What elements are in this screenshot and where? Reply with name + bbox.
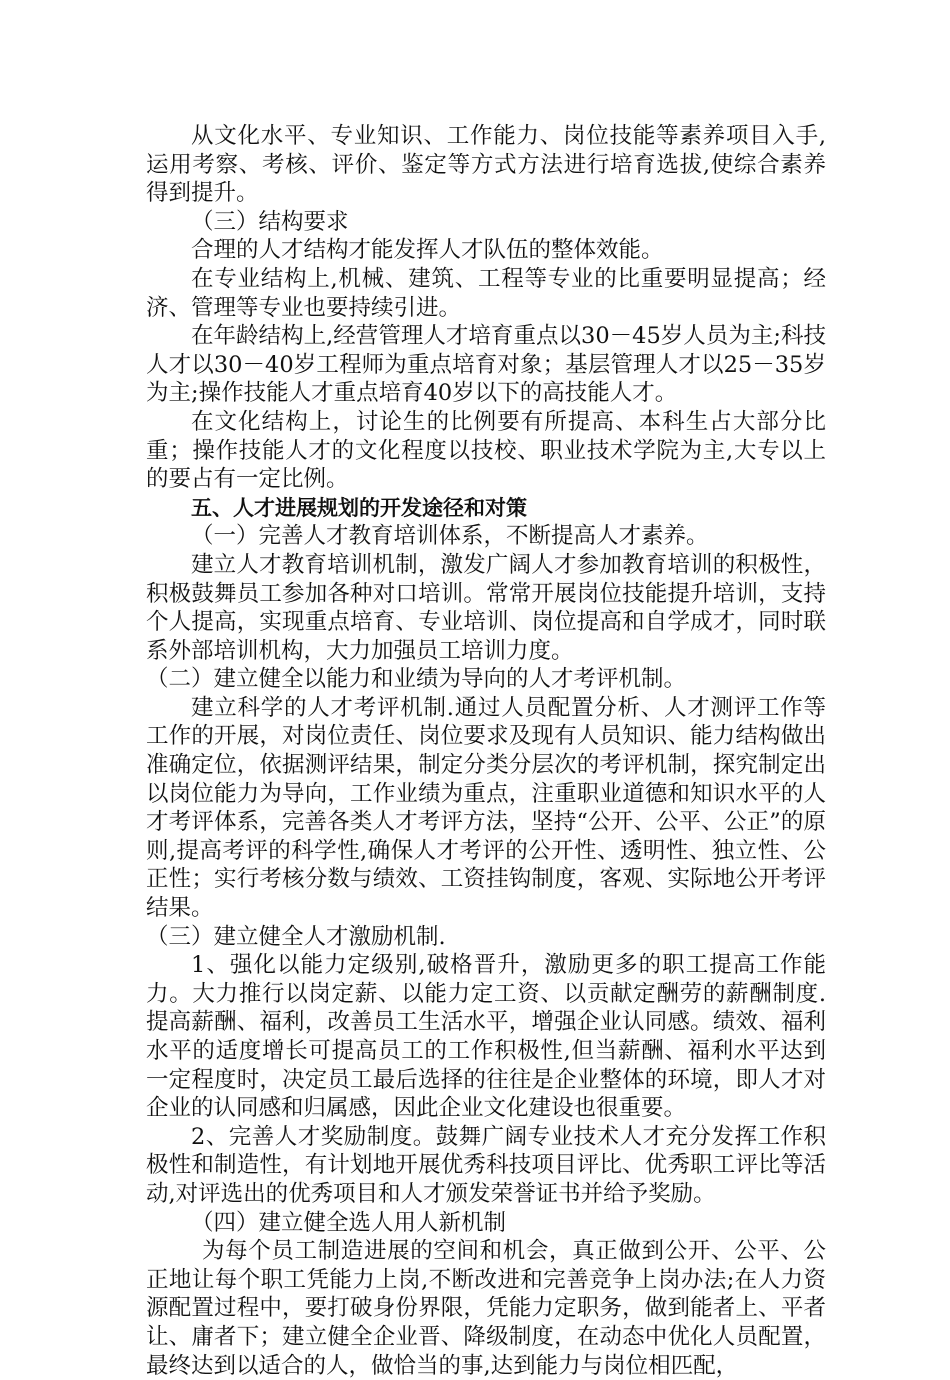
subheading-3: （三）建立健全人才激励机制. [146, 923, 446, 950]
paragraph-5: 在文化结构上，讨论生的比例要有所提高、本科生占大部分比重；操作技能人才的文化程度以技校、职业技术学院为主,大专以上的要占有一定比例。 [146, 408, 826, 493]
subheading-4: （四）建立健全选人用人新机制 [191, 1209, 507, 1236]
section-heading-structure: （三）结构要求 [191, 208, 349, 235]
subheading-2: （二）建立健全以能力和业绩为导向的人才考评机制。 [146, 666, 687, 693]
chapter-heading: 五、人才进展规划的开发途径和对策 [191, 495, 527, 520]
paragraph-10: 为每个员工制造进展的空间和机会，真正做到公开、公平、公正地让每个职工凭能力上岗,不断改进和完善竞争上岗办法;在人力资源配置过程中，要打破身份界限，凭能力定职务，做到能者上、平者让、庸者下；建立健全企业晋、降级制度，在动态中优化人员配置，最终达到以适合的人，做恰当的事,达到能力与岗位相匹配， [146, 1238, 826, 1379]
paragraph-4: 在年龄结构上,经营管理人才培育重点以30－45岁人员为主;科技人才以30－40岁工程师为重点培育对象；基层管理人才以25－35岁为主;操作技能人才重点培育40岁以下的高技能人才。 [146, 323, 826, 407]
subheading-1: （一）完善人才教育培训体系，不断提高人才素养。 [191, 523, 709, 550]
paragraph-2: 合理的人才结构才能发挥人才队伍的整体效能。 [191, 237, 664, 264]
paragraph-9: 2、完善人才奖励制度。鼓舞广阔专业技术人才充分发挥工作积极性和制造性，有计划地开展优秀科技项目评比、优秀职工评比等活动,对评选出的优秀项目和人才颁发荣誉证书并给予奖励。 [146, 1123, 826, 1207]
paragraph-8: 1、强化以能力定级别,破格晋升，激励更多的职工提高工作能力。大力推行以岗定薪、以能力定工资、以贡献定酬劳的薪酬制度.提高薪酬、福利，改善员工生活水平，增强企业认同感。绩效、福利水平的适度增长可提高员工的工作积极性,但当薪酬、福利水平达到一定程度时，决定员工最后选择的往往是企业整体的环境，即人才对企业的认同感和归属感，因此企业文化建设也很重要。 [146, 952, 826, 1122]
paragraph-7: 建立科学的人才考评机制.通过人员配置分析、人才测评工作等工作的开展，对岗位责任、岗位要求及现有人员知识、能力结构做出准确定位，依据测评结果，制定分类分层次的考评机制，探究制定出以岗位能力为导向，工作业绩为重点，注重职业道德和知识水平的人才考评体系，完善各类人才考评方法，坚持“公开、公平、公正”的原则,提高考评的科学性,确保人才考评的公开性、透明性、独立性、公正性；实行考核分数与绩效、工资挂钩制度，客观、实际地公开考评结果。 [146, 694, 826, 922]
paragraph-3: 在专业结构上,机械、建筑、工程等专业的比重要明显提高；经济、管理等专业也要持续引进。 [146, 265, 826, 321]
paragraph-1: 从文化水平、专业知识、工作能力、岗位技能等素养项目入手,运用考察、考核、评价、鉴定等方式方法进行培育选拔,使综合素养得到提升。 [146, 123, 826, 207]
document-body [146, 122, 826, 1380]
paragraph-6: 建立人才教育培训机制，激发广阔人才参加教育培训的积极性，积极鼓舞员工参加各种对口培训。常常开展岗位技能提升培训，支持个人提高，实现重点培育、专业培训、岗位提高和自学成才，同时联系外部培训机构，大力加强员工培训力度。 [146, 551, 826, 664]
